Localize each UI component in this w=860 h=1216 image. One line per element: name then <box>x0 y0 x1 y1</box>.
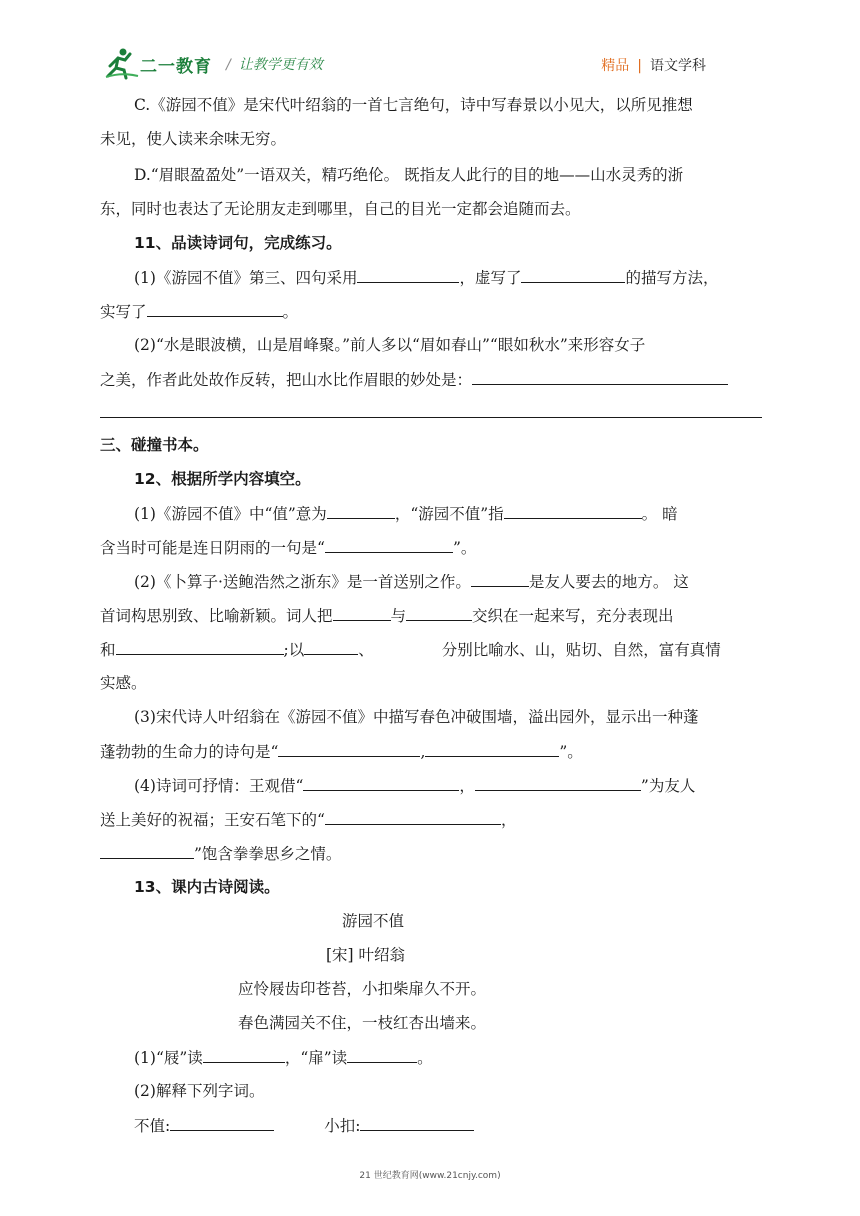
answer-blank[interactable] <box>278 740 420 757</box>
answer-blank[interactable] <box>116 638 284 655</box>
question-13-title: 13、课内古诗阅读。 <box>134 878 280 896</box>
quality-label: 精品 <box>601 58 630 74</box>
runner-icon <box>104 46 140 80</box>
question-12-4-cont: 送上美好的祝福；王安石笔下的“ ， <box>100 808 516 830</box>
answer-blank[interactable] <box>100 842 194 859</box>
poem-title: 游园不值 <box>342 912 405 930</box>
question-12-4: (4)诗词可抒情：王观借“ ， ”为友人 <box>134 774 695 796</box>
option-c-line2: 未见，使人读来余味无穷。 <box>100 130 287 148</box>
question-12-4-cont2: ”饱含拳拳思乡之情。 <box>100 842 341 864</box>
answer-blank[interactable] <box>325 536 453 553</box>
question-13-3: 不值: 小扣: <box>134 1114 474 1136</box>
question-11-2-cont: 之美，作者此处故作反转，把山水比作眉眼的妙处是： <box>100 368 728 390</box>
question-12-2-cont: 首词构思别致、比喻新颖。词人把 与 交织在一起来写，充分表现出 <box>100 604 674 626</box>
answer-blank[interactable] <box>475 774 641 791</box>
question-12-1: (1)《游园不值》中“值”意为 ，“游园不值”指 。 暗 <box>134 502 678 524</box>
logo <box>104 46 224 80</box>
option-c-line1: C.《游园不值》是宋代叶绍翁的一首七言绝句，诗中写春景以小见大，以所见推想 <box>134 96 693 114</box>
answer-blank[interactable] <box>170 1114 274 1131</box>
answer-blank[interactable] <box>504 502 642 519</box>
question-12-3: (3)宋代诗人叶绍翁在《游园不值》中描写春色冲破围墙，溢出园外，显示出一种蓬 <box>134 708 699 726</box>
answer-blank[interactable] <box>521 266 625 283</box>
slogan: / 让教学更有效 <box>226 57 323 73</box>
question-11-2: (2)“水是眼波横，山是眉峰聚。”前人多以“眉如春山”“眼如秋水”来形容女子 <box>134 336 646 354</box>
answer-line[interactable] <box>100 417 762 418</box>
answer-blank[interactable] <box>203 1046 285 1063</box>
question-12-2-cont3: 实感。 <box>100 674 147 692</box>
question-11-1: (1)《游园不值》第三、四句采用 ，虚写了 的描写方法， <box>134 266 719 288</box>
answer-blank[interactable] <box>406 604 472 621</box>
header-right: 精品 | 语文学科 <box>601 58 706 74</box>
answer-blank[interactable] <box>304 638 358 655</box>
answer-blank[interactable] <box>147 300 283 317</box>
answer-blank[interactable] <box>425 740 559 757</box>
question-12-1-cont: 含当时可能是连日阴雨的一句是“ ”。 <box>100 536 476 558</box>
answer-blank[interactable] <box>325 808 501 825</box>
option-d-line1: D.“眉眼盈盈处”一语双关，精巧绝伦。 既指友人此行的目的地——山水灵秀的浙 <box>134 166 684 184</box>
answer-blank[interactable] <box>471 570 529 587</box>
question-12-2: (2)《卜算子·送鲍浩然之浙东》是一首送别之作。 是友人要去的地方。 这 <box>134 570 689 592</box>
question-13-1: (1)“屐”读 ，“扉”读 。 <box>134 1046 433 1068</box>
question-12-2-cont2: 和 ;以 、 分别比喻水、山，贴切、自然，富有真情 <box>100 638 721 660</box>
answer-blank[interactable] <box>357 266 459 283</box>
answer-blank[interactable] <box>303 774 459 791</box>
poem-author: [宋] 叶绍翁 <box>326 946 406 964</box>
answer-blank[interactable] <box>333 604 391 621</box>
poem-line-1: 应怜屐齿印苍苔，小扣柴扉久不开。 <box>238 980 487 998</box>
option-d-line2: 东，同时也表达了无论朋友走到哪里，自己的目光一定都会追随而去。 <box>100 200 581 218</box>
answer-blank[interactable] <box>347 1046 417 1063</box>
subject-label: 语文学科 <box>650 58 706 74</box>
question-12-3-cont: 蓬勃勃的生命力的诗句是“ , ”。 <box>100 740 583 762</box>
answer-blank[interactable] <box>472 368 728 385</box>
answer-blank[interactable] <box>360 1114 474 1131</box>
poem-line-2: 春色满园关不住，一枝红杏出墙来。 <box>238 1014 487 1032</box>
question-13-2: (2)解释下列字词。 <box>134 1082 265 1100</box>
section-3-title: 三、碰撞书本。 <box>100 436 209 454</box>
slogan-text: 让教学更有效 <box>238 57 323 73</box>
question-12-title: 12、根据所学内容填空。 <box>134 470 311 488</box>
page-header <box>104 46 764 82</box>
logo-text: 二一教育 <box>140 57 212 77</box>
page-footer: 21 世纪教育网(www.21cnjy.com) <box>359 1171 501 1181</box>
question-11-1-cont: 实写了 。 <box>100 300 298 322</box>
answer-blank[interactable] <box>327 502 395 519</box>
question-11-title: 11、品读诗词句，完成练习。 <box>134 234 342 252</box>
